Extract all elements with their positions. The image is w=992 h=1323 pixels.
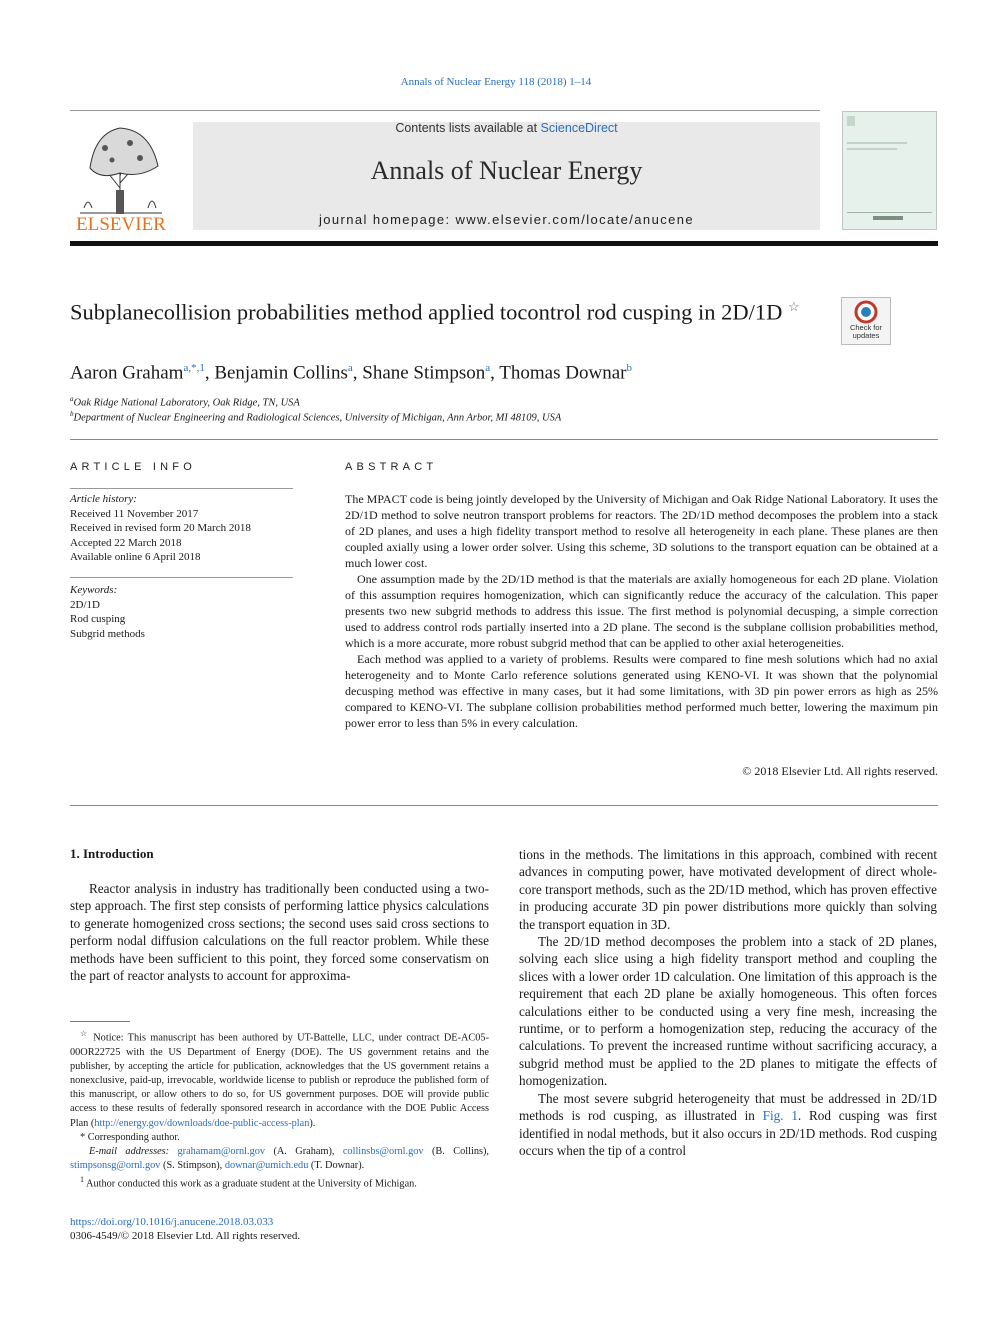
journal-citation-link[interactable]: Annals of Nuclear Energy 118 (2018) 1–14	[400, 76, 592, 88]
footnote-notice	[70, 1027, 489, 1131]
article-info-rule	[70, 488, 293, 489]
section-heading-introduction: 1. Introduction	[70, 846, 154, 861]
email-owner: (T. Downar).	[308, 1160, 365, 1172]
footnote-mark: ☆	[80, 1029, 89, 1038]
footnote-text: ).	[309, 1117, 316, 1129]
journal-title: Annals of Nuclear Energy	[370, 156, 643, 185]
footnote-text: Notice: This manuscript has been authored by UT-Battelle, LLC, under contract DE-AC05-00OR22725 with the US Department of Energy (DOE). The US government retains and the publisher, by accepting the article for publication, acknowledges that the US government retains a nonexclusive, paid-up, irrevocable, worldwide license to publish or reproduce the published form of this manuscript, or allow others to do so, for US government purposes. DOE will provide public access to these results of federally sponsored research in accordance with the DOE Public Access Plan (	[70, 1032, 490, 1129]
abstract-heading: ABSTRACT	[345, 461, 438, 473]
author-name[interactable]: Aaron Graham	[70, 362, 184, 384]
abstract-rule	[70, 805, 938, 806]
email-link[interactable]: collinsbs@ornl.gov	[342, 1146, 424, 1158]
doi-link[interactable]: https://doi.org/10.1016/j.anucene.2018.03.033	[70, 1216, 274, 1228]
keywords	[70, 583, 145, 641]
email-owner: (S. Stimpson),	[160, 1160, 225, 1172]
email-link[interactable]: downar@umich.edu	[224, 1160, 309, 1172]
intro-text: The most severe subgrid heterogeneity that must be addressed in 2D/1D methods is rod cusping, as illustrated in	[519, 1090, 937, 1124]
abstract-copyright: © 2018 Elsevier Ltd. All rights reserved.	[742, 764, 938, 778]
author-name[interactable]: Thomas Downar	[499, 362, 627, 384]
author-affiliation-mark[interactable]: b	[626, 362, 632, 374]
abstract-paragraph: Each method was applied to a variety of problems. Results were compared to fine mesh solutions which had no axial heterogeneity and to Monte Carlo reference solutions generated using KENO-VI. It was shown that the polynomial decusping method was effective in many cases, but it had some limitations, with 3D pin power errors as high as 25% compared to KENO-VI. The subplane collision probabilities method performed much better, lowering the maximum pin power error to less than 5% in every calculation.	[345, 652, 938, 730]
intro-paragraph: Reactor analysis in industry has traditionally been conducted using a two-step approach. The first step consists of performing lattice physics calculations to generate homogenized cross sections; the second uses said cross sections to perform nodal diffusion calculations on the full reactor problem. While these methods have been sufficient to this point, they forced some conservatism on the part of reactor analysts to account for approxima-	[70, 881, 489, 984]
footnote-graduate	[70, 1173, 489, 1192]
affiliation-mark: b	[70, 410, 74, 418]
affiliation-a	[70, 395, 300, 409]
sciencedirect-link[interactable]: ScienceDirect	[540, 121, 618, 135]
footnotes	[70, 1027, 489, 1192]
email-label: E-mail addresses:	[89, 1146, 170, 1158]
email-owner: (A. Graham),	[265, 1146, 343, 1158]
abstract-paragraph: The MPACT code is being jointly developed by the University of Michigan and Oak Ridge National Laboratory. It uses the 2D/1D method to solve neutron transport problems for reactors. The 2D/1D method decomposes the problem into a stack of 2D planes, and uses a high fidelity transport method to resolve all heterogeneity in each plane. These planes are then coupled axially using a lower order solver. Using this scheme, 3D solutions to the transport equation can be obtained at a much lower cost.	[345, 492, 938, 570]
email-owner: (B. Collins),	[423, 1146, 489, 1158]
author-affiliation-mark[interactable]: a,*,1	[183, 362, 205, 374]
article-info-heading: ARTICLE INFO	[70, 461, 196, 473]
contents-prefix: Contents lists available at	[395, 121, 541, 135]
journal-cover-thumbnail[interactable]	[842, 111, 937, 230]
author-affiliation-mark[interactable]: a	[347, 362, 353, 374]
affiliation-rule	[70, 439, 938, 440]
figure-1-link[interactable]: Fig. 1	[762, 1108, 798, 1124]
author-name[interactable]: Shane Stimpson	[362, 362, 486, 384]
intro-paragraph: tions in the methods. The limitations in this approach, combined with recent advances in computing power, have motivated development of direct whole-core transport methods, such as the 2D/1D method, which has proven effective in producing accurate 3D pin power distributions more quickly than solving the transport equation in 3D.	[519, 847, 937, 932]
intro-paragraph	[519, 1090, 937, 1160]
body-column-right	[519, 846, 937, 1159]
footnote-text: Corresponding author.	[87, 1131, 180, 1143]
keywords-label: Keywords:	[70, 584, 118, 596]
email-link[interactable]: stimpsonsg@ornl.gov	[70, 1160, 161, 1172]
history-received: Received 11 November 2017	[70, 507, 199, 520]
footnote-emails	[70, 1145, 489, 1173]
footnote-corresponding	[70, 1131, 489, 1145]
intro-paragraph: The 2D/1D method decomposes the problem into a stack of 2D planes, solving each slice using a high fidelity transport method and coupling the slices with a lower order 1D calculation. One limitation of this approach is the requirement that each 2D plane be axially homogeneous. This often forces calculations either to be conducted using a very fine mesh, increasing the runtime, or to perform a homogenization step, reducing the accuracy of the calculations. To prevent the increased runtime without sacrificing accuracy, a subgrid method must be applied to the 2D planes to mitigate the effects of homogenization.	[519, 934, 937, 1089]
body-column-left	[70, 880, 489, 984]
keyword-item: 2D/1D	[70, 598, 100, 611]
footnote-mark: 1	[80, 1175, 84, 1185]
elsevier-logo	[70, 118, 172, 234]
affiliation-mark: a	[70, 395, 74, 403]
footnote-text: Author conducted this work as a graduate student at the University of Michigan.	[86, 1178, 417, 1190]
journal-homepage[interactable]: journal homepage: www.elsevier.com/locate/anucene	[318, 212, 694, 227]
keywords-rule	[70, 577, 293, 578]
header-thick-rule	[70, 241, 938, 246]
footnote-rule	[70, 1021, 130, 1022]
elsevier-wordmark: ELSEVIER	[76, 214, 166, 234]
affiliation-text: Oak Ridge National Laboratory, Oak Ridge, TN, USA	[73, 397, 300, 409]
affiliation-b	[70, 410, 561, 424]
article-title	[70, 292, 830, 327]
doe-access-plan-link[interactable]: http://energy.gov/downloads/doe-public-access-plan	[94, 1117, 310, 1129]
header-top-rule	[70, 110, 820, 111]
footnote-mark: *	[80, 1131, 86, 1143]
intro-text: . Rod cusping was first identified in nodal methods, but it also occurs in 2D/1D methods. Rod cusping occurs when the tip of a control	[519, 1108, 938, 1158]
abstract-body	[345, 491, 938, 731]
email-link[interactable]: grahamam@ornl.gov	[177, 1146, 266, 1158]
history-revised: Received in revised form 20 March 2018	[70, 522, 251, 534]
issn-copyright: 0306-4549/© 2018 Elsevier Ltd. All rights reserved.	[70, 1230, 301, 1242]
keyword-item: Subgrid methods	[70, 627, 145, 640]
history-label: Article history:	[70, 493, 137, 505]
check-for-updates-badge[interactable]	[841, 297, 891, 345]
author-affiliation-mark[interactable]: a	[485, 362, 491, 374]
keyword-item: Rod cusping	[70, 613, 126, 625]
title-footnote-mark[interactable]: ☆	[788, 299, 800, 314]
abstract-paragraph: One assumption made by the 2D/1D method is that the materials are axially homogeneous for each 2D plane. Violation of this assumption requires homogenization, which can significantly reduce the accuracy of the calculation. This paper presents two new subgrid methods to address this issue. The first method is polynomial decusping, a simple correction used to address control rods partially inserted into a 2D plane. The second is the subplane collision probabilities method, which is a more accurate, more robust subgrid method that can be applied to other axial heterogeneities.	[345, 572, 938, 650]
affiliation-text: Department of Nuclear Engineering and Radiological Sciences, University of Michigan, Ann Arbor, MI 48109, USA	[73, 412, 562, 424]
article-title-text: Subplanecollision probabilities method applied tocontrol rod cusping in 2D/1D	[70, 299, 783, 325]
author-name[interactable]: Benjamin Collins	[214, 362, 348, 384]
check-for-updates-label: Check for updates	[849, 323, 883, 340]
contents-line	[193, 121, 820, 135]
history-online: Available online 6 April 2018	[70, 551, 201, 563]
history-accepted: Accepted 22 March 2018	[70, 536, 182, 549]
author-list: Aaron Graham$^{a,*,1}$, Benjamin Collins$^a$, Shane Stimpson$^a$, Thomas Downar$^b$	[70, 362, 632, 384]
article-history	[70, 492, 251, 565]
